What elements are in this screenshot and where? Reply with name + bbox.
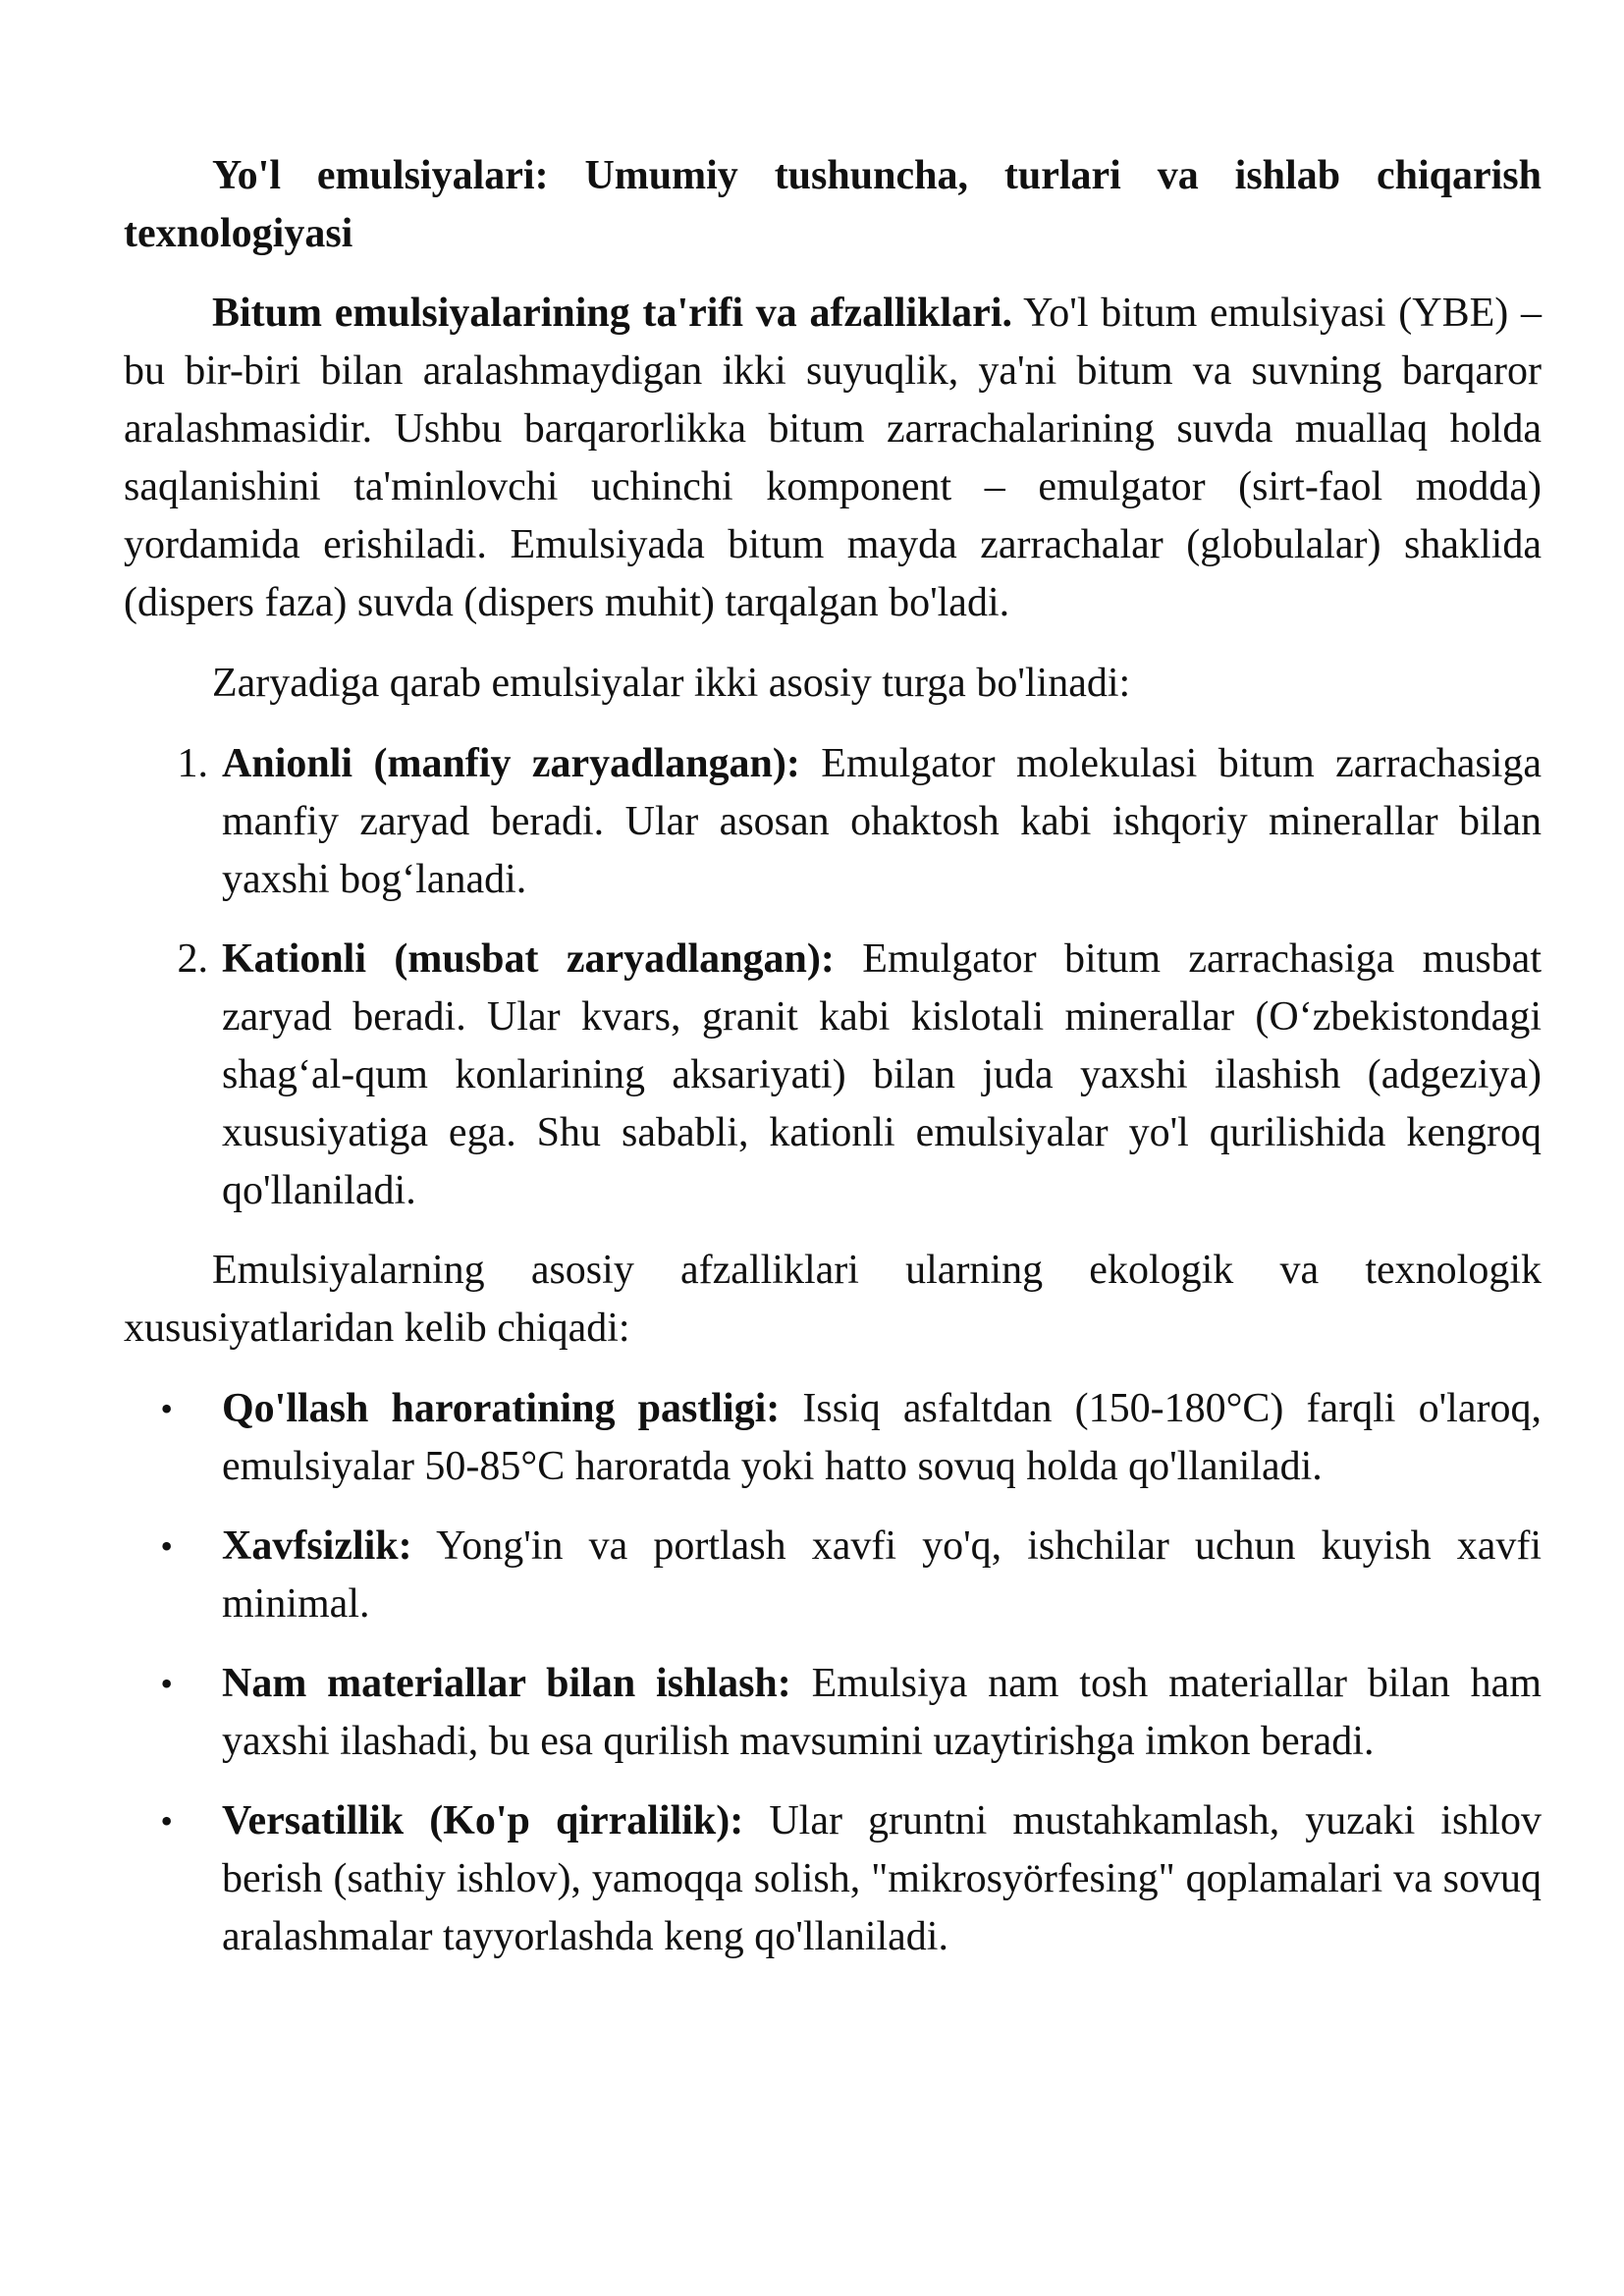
document-page — [124, 147, 1542, 1988]
types-intro: Zaryadiga qarab emulsiyalar ikki asosiy turga bo'linadi: — [212, 661, 1131, 706]
list-item-heading: Versatillik (Ko'p qirralilik): — [222, 1798, 744, 1843]
list-item — [124, 1518, 1542, 1633]
list-item-text: Yong'in va portlash xavfi yo'q, ishchilar uchun kuyish xavfi minimal. — [222, 1523, 1542, 1627]
bullet: • — [160, 1664, 173, 1703]
list-item-heading: Kationli (musbat zaryadlangan): — [222, 936, 835, 982]
list-item-heading: Xavfsizlik: — [222, 1523, 412, 1569]
bullet: • — [160, 1801, 173, 1841]
intro-text: Yo'l bitum emulsiyasi (YBE) – bu bir-biri bilan aralashmaydigan ikki suyuqlik, ya'ni bitum va suvning barqaror aralashmasidir. Ushbu barqarorlikka bitum zarrachalarining suvda muallaq holda saqlanishini ta'minlovchi uchinchi komponent – emulgator (sirt-faol modda) yordamida erishiladi. Emulsiyada bitum mayda zarrachalar (globulalar) shaklida (dispers faza) suvda (dispers muhit) tarqalgan bo'ladi. — [124, 291, 1542, 625]
list-number: 2. — [177, 936, 208, 982]
list-item — [124, 1792, 1542, 1966]
list-item-text: Issiq asfaltdan (150-180°C) farqli o'laroq, emulsiyalar 50-85°C haroratda yoki hatto sovuq holda qo'llaniladi. — [222, 1386, 1542, 1489]
types-list — [124, 735, 1542, 1220]
intro-heading: Bitum emulsiyalarining ta'rifi va afzalliklari. — [212, 291, 1012, 336]
list-item-heading: Anionli (manfiy zaryadlangan): — [222, 741, 800, 786]
list-item — [124, 1655, 1542, 1771]
advantages-list — [124, 1380, 1542, 1966]
bullet: • — [160, 1526, 173, 1566]
list-item-text: Emulgator molekulasi bitum zarrachasiga manfiy zaryad beradi. Ular asosan ohaktosh kabi ishqoriy minerallar bilan yaxshi bog‘lanadi. — [222, 741, 1543, 902]
list-item-text: Ular gruntni mustahkamlash, yuzaki ishlov berish (sathiy ishlov), yamoqqa solish, "mikrosyörfesing" qoplamalari va sovuq aralashmalar tayyorlashda keng qo'llaniladi. — [222, 1798, 1542, 1959]
advantages-intro: Emulsiyalarning asosiy afzalliklari ularning ekologik va texnologik xususiyatlaridan kelib chiqadi: — [124, 1248, 1542, 1351]
intro-paragraph — [124, 285, 1542, 632]
document-title: Yo'l emulsiyalari: Umumiy tushuncha, turlari va ishlab chiqarish texnologiyasi — [124, 153, 1542, 256]
list-item-text: Emulsiya nam tosh materiallar bilan ham yaxshi ilashadi, bu esa qurilish mavsumini uzaytirishga imkon beradi. — [222, 1661, 1542, 1764]
bullet: • — [160, 1389, 173, 1428]
list-item — [124, 735, 1542, 909]
list-number: 1. — [177, 741, 208, 786]
list-item-heading: Qo'llash haroratining pastligi: — [222, 1386, 781, 1431]
list-item — [124, 931, 1542, 1220]
list-item-heading: Nam materiallar bilan ishlash: — [222, 1661, 791, 1706]
list-item — [124, 1380, 1542, 1496]
list-item-text: Emulgator bitum zarrachasiga musbat zaryad beradi. Ular kvars, granit kabi kislotali minerallar (O‘zbekistondagi shag‘al-qum konlarining aksariyati) bilan juda yaxshi ilashish (adgeziya) xususiyatiga ega. Shu sababli, kationli emulsiyalar yo'l qurilishida kengroq qo'llaniladi. — [222, 936, 1542, 1213]
